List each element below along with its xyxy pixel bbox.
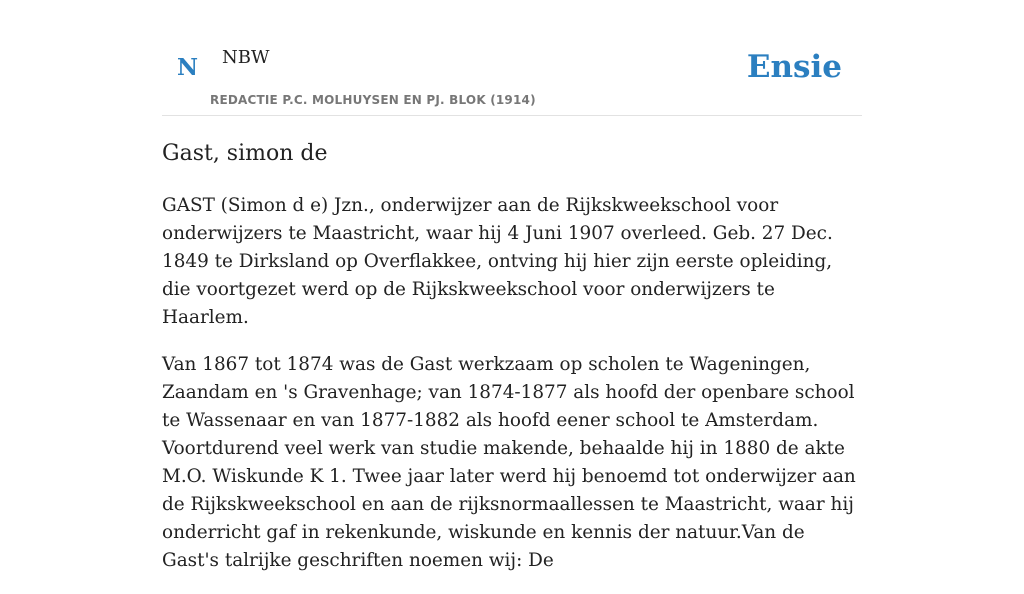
article-body	[162, 192, 862, 594]
source-name[interactable]: NBW	[222, 47, 270, 68]
source-logo[interactable]: N	[177, 54, 199, 81]
article-paragraph: Van 1867 tot 1874 was de Gast werkzaam op scholen te Wageningen, Zaandam en 's Gravenhage; van 1874-1877 als hoofd der openbare school te Wassenaar en van 1877-1882 als hoofd eener school te Amsterdam. Voortdurend veel werk van studie makende, behaalde hij in 1880 de akte M.O. Wiskunde K 1. Twee jaar later werd hij benoemd tot onderwijzer aan de Rijkskweekschool en aan de rijksnormaallessen te Maastricht, waar hij onderricht gaf in rekenkunde, wiskunde en kennis der natuur.Van de Gast's talrijke geschriften noemen wij: De	[162, 354, 856, 571]
page-title: Gast, simon de	[162, 141, 328, 166]
article-paragraph: GAST (Simon d e) Jzn., onderwijzer aan de Rijkskweekschool voor onderwijzers te Maastricht, waar hij 4 Juni 1907 overleed. Geb. 27 Dec. 1849 te Dirksland op Overflakkee, ontving hij hier zijn eerste opleiding, die voortgezet werd op de Rijkskweekschool voor onderwijzers te Haarlem.	[162, 195, 833, 328]
brand-logo[interactable]: Ensie	[746, 49, 842, 85]
source-editors: REDACTIE P.C. MOLHUYSEN EN PJ. BLOK (1914)	[210, 93, 536, 107]
header	[162, 0, 862, 116]
page	[162, 0, 862, 571]
